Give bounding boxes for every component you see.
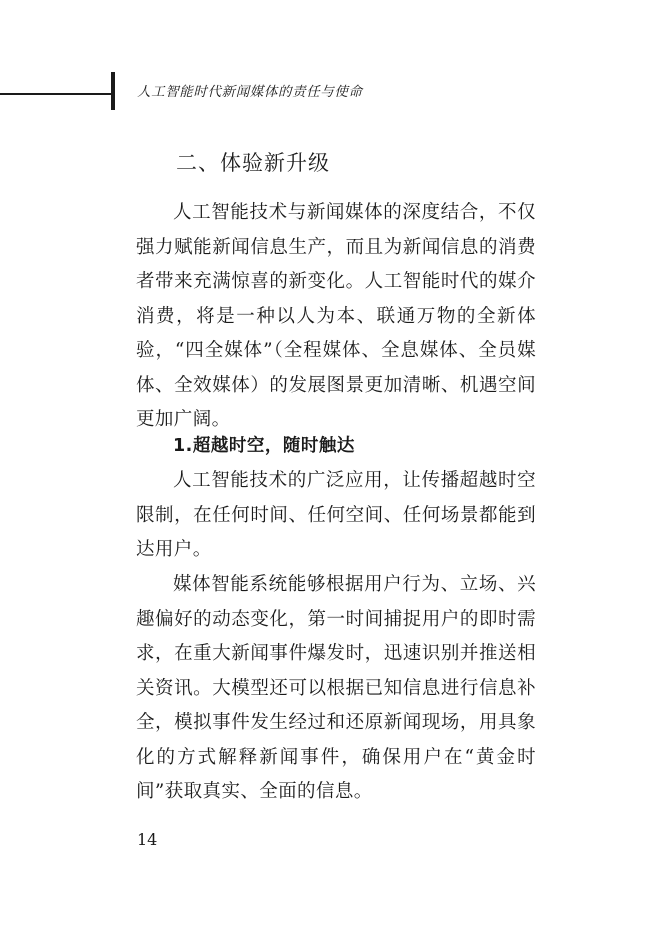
- running-head-title: 人工智能时代新闻媒体的责任与使命: [137, 84, 363, 100]
- paragraph-reach: [136, 464, 536, 568]
- paragraph-line: 人工智能技术与新闻媒体的深度结合，不仅: [173, 202, 536, 223]
- paragraph-line: 全，模拟事件发生经过和还原新闻现场，用具象: [136, 712, 536, 733]
- paragraph-line: 消费，将是一种以人为本、联通万物的全新体: [136, 305, 536, 327]
- paragraph-line: 强力赋能新闻信息生产，而且为新闻信息的消费: [136, 236, 536, 258]
- header-rule: [0, 93, 112, 95]
- paragraph-line: 求，在重大新闻事件爆发时，迅速识别并推送相: [136, 643, 536, 664]
- paragraph-line: 关资讯。大模型还可以根据已知信息进行信息补: [136, 677, 536, 699]
- paragraph-line: 体、全效媒体）的发展图景更加清晰、机遇空间: [136, 374, 536, 396]
- paragraph-line: 化的方式解释新闻事件，确保用户在“黄金时: [136, 746, 536, 768]
- paragraph-line: 更加广阔。: [136, 409, 231, 430]
- paragraph-line: 者带来充满惊喜的新变化。人工智能时代的媒介: [136, 271, 536, 292]
- intro-paragraph: [136, 196, 536, 438]
- paragraph-line: 人工智能技术的广泛应用，让传播超越时空: [173, 470, 536, 491]
- subsection-heading: 1.超越时空，随时触达: [173, 436, 355, 456]
- paragraph-line: 趣偏好的动态变化，第一时间捕捉用户的即时需: [136, 608, 536, 630]
- paragraph-media-intelligence: [136, 568, 536, 810]
- paragraph-line: 媒体智能系统能够根据用户行为、立场、兴: [173, 574, 536, 595]
- paragraph-line: 限制，在任何时间、任何空间、任何场景都能到: [136, 504, 536, 526]
- header-vertical-bar: [111, 72, 115, 110]
- page-number: 14: [137, 830, 158, 849]
- paragraph-line: 达用户。: [136, 539, 212, 560]
- paragraph-line: 间”获取真实、全面的信息。: [136, 781, 373, 802]
- paragraph-line: 验，“四全媒体”（全程媒体、全息媒体、全员媒: [136, 340, 536, 361]
- section-heading: 二、体验新升级: [176, 151, 330, 175]
